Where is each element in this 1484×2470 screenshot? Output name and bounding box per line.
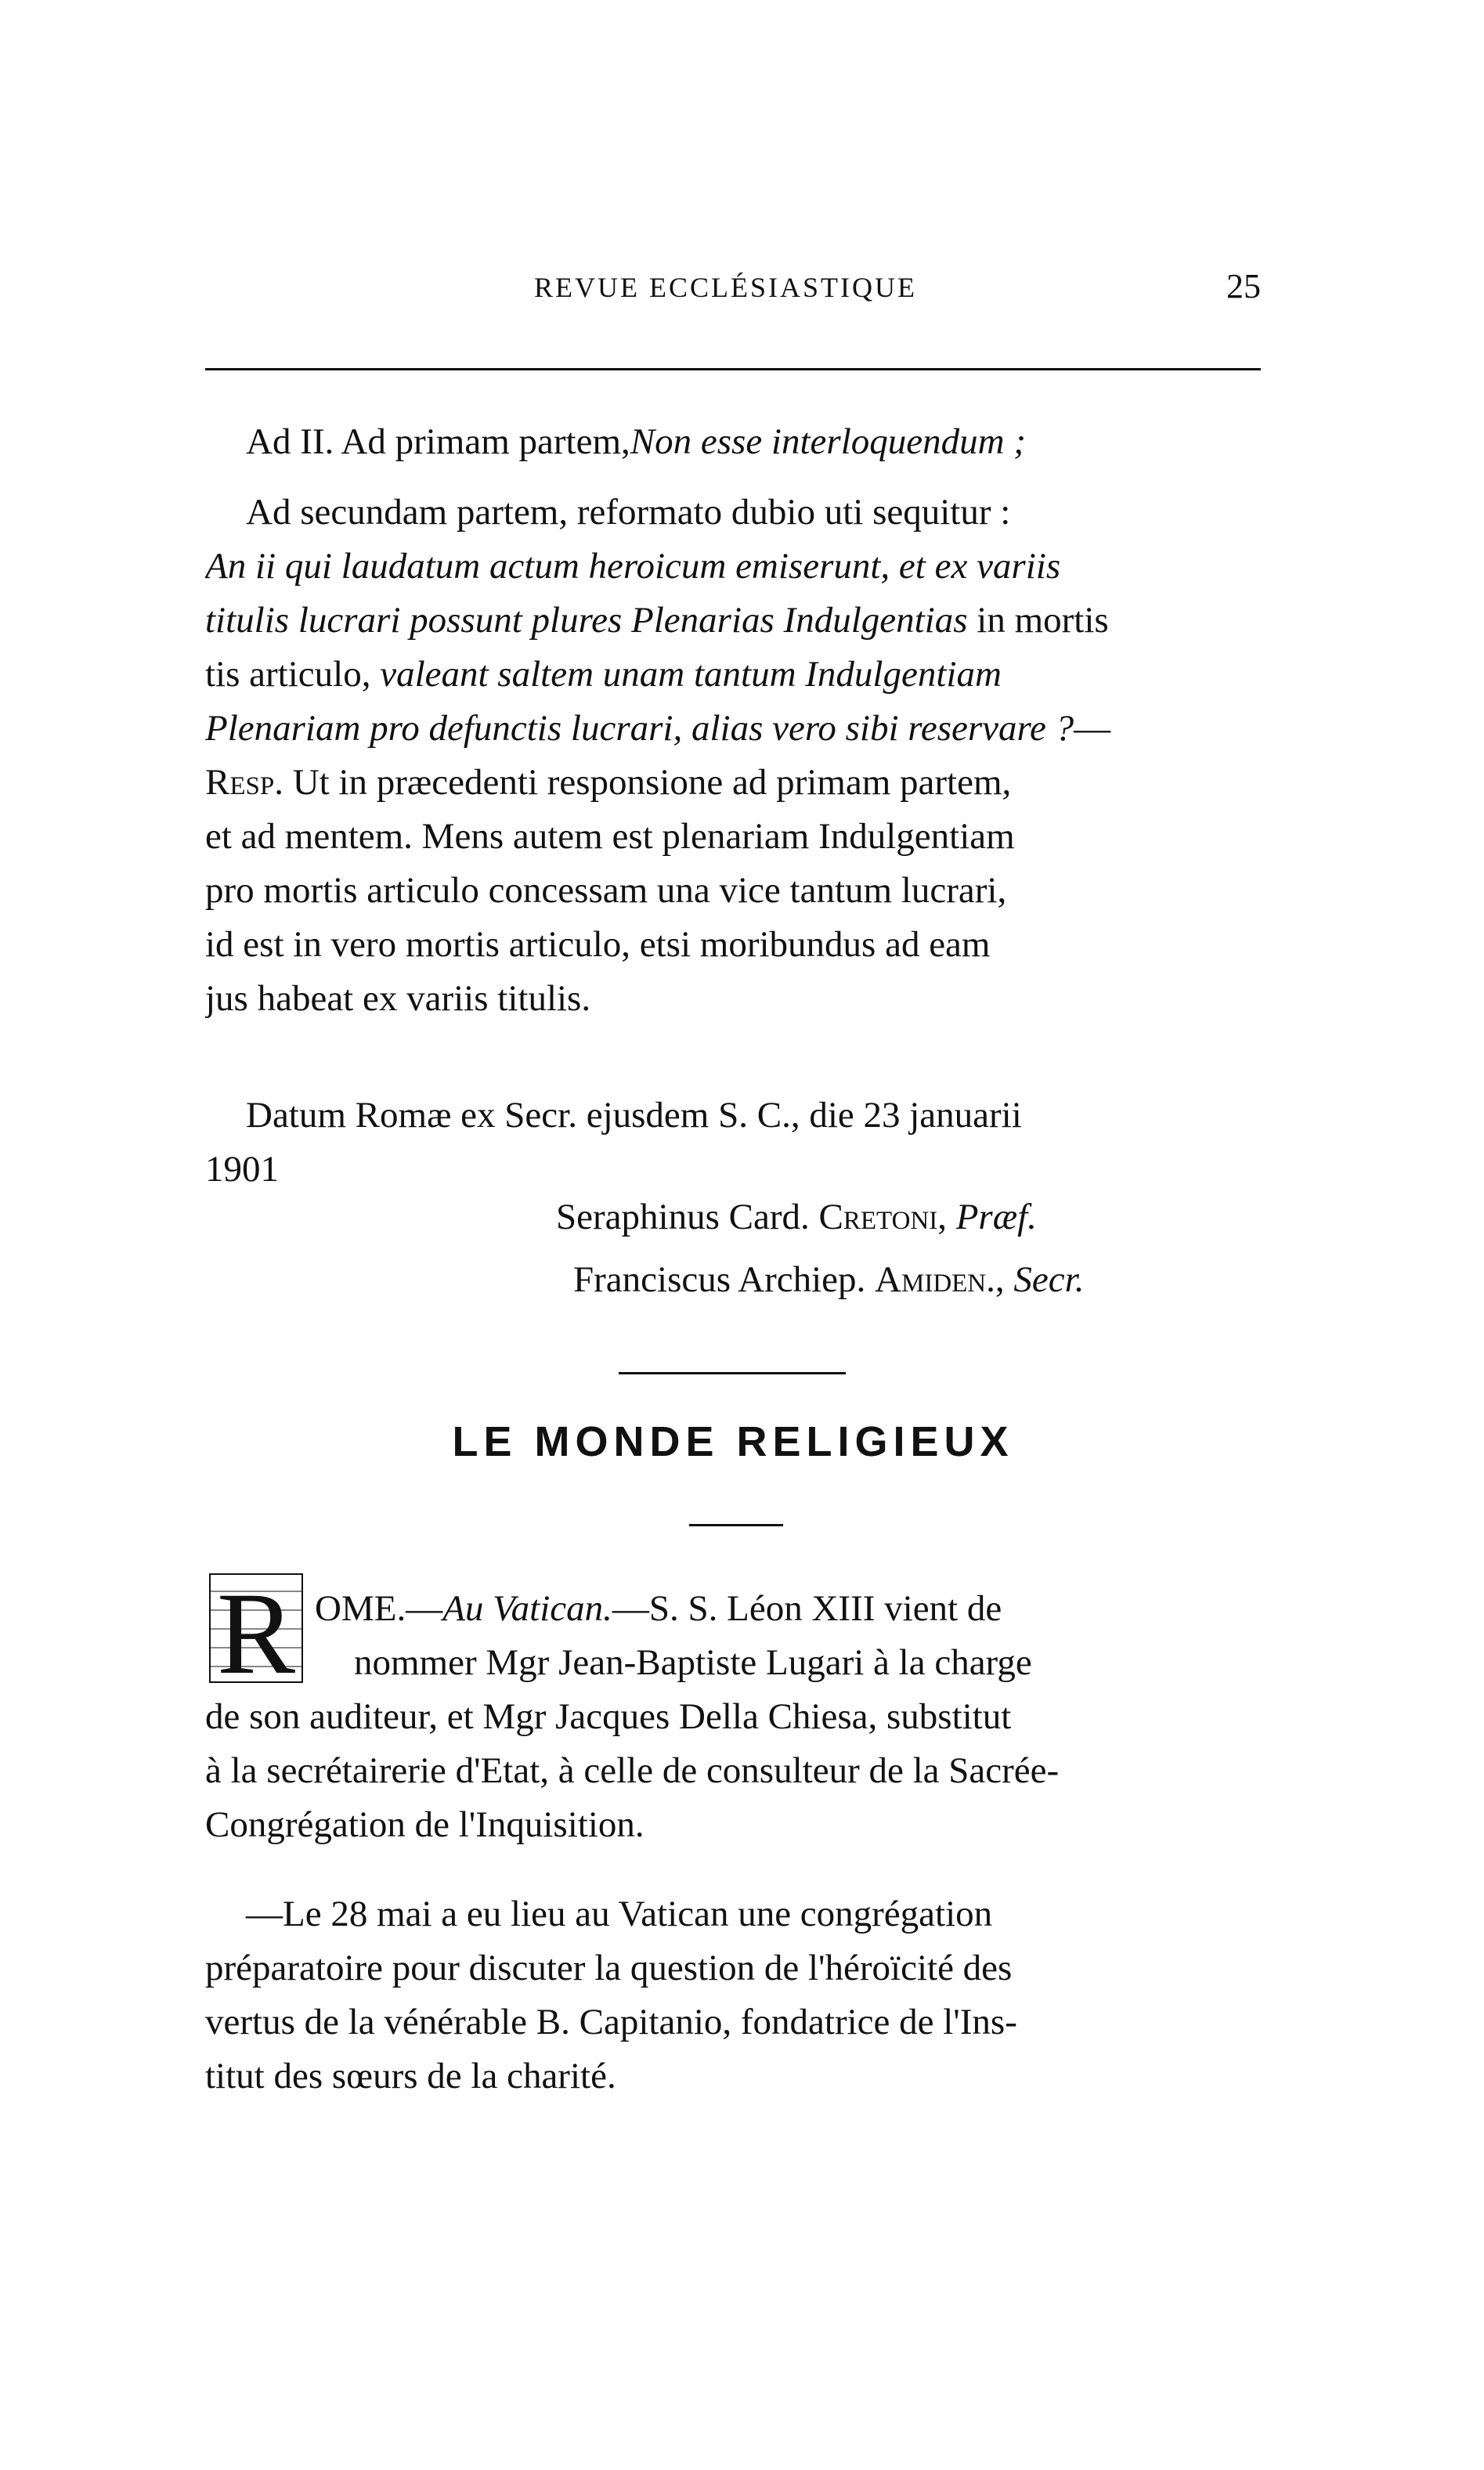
dropcap-letter: R	[216, 1569, 296, 1687]
text-line: An ii qui laudatum actum heroicum emiserunt, et ex variis	[205, 546, 1061, 587]
text-line: 1901	[205, 1149, 279, 1190]
text-line: et ad mentem. Mens autem est plenariam Indulgentiam	[205, 816, 1015, 857]
running-title: REVUE ECCLÉSIASTIQUE	[534, 272, 917, 303]
decree-paragraph-2	[205, 486, 1261, 1026]
text-line: Congrégation de l'Inquisition.	[205, 1804, 645, 1845]
text-line: OME.—Au Vatican.—S. S. Léon XIII vient de	[315, 1588, 1002, 1629]
title-underline-rule	[689, 1524, 783, 1526]
text-line: pro mortis articulo concessam una vice tantum lucrari,	[205, 870, 1007, 911]
text-line: Datum Romæ ex Secr. ejusdem S. C., die 23 januarii	[246, 1095, 1022, 1136]
dropcap-ornament	[205, 1569, 307, 1687]
text-line: jus habeat ex variis titulis.	[205, 978, 591, 1019]
text-line: préparatoire pour discuter la question de l'héroïcité des	[205, 1948, 1013, 1988]
text-line: Ad secundam partem, reformato dubio uti sequitur :	[246, 492, 1011, 533]
text-line: nommer Mgr Jean-Baptiste Lugari à la charge	[354, 1642, 1032, 1683]
dropcap-r	[205, 1569, 307, 1687]
signature-prefect: Seraphinus Card. Cretoni, Præf.	[556, 1197, 1037, 1237]
text-line: titut des sœurs de la charité.	[205, 2056, 616, 2096]
text-line: titulis lucrari possunt plures Plenarias Indulgentias in mortis	[205, 600, 1109, 641]
page-number: 25	[1226, 267, 1261, 305]
news-paragraph-2	[205, 1887, 1261, 2103]
text-line: id est in vero mortis articulo, etsi moribundus ad eam	[205, 924, 991, 965]
news-paragraph-1-body	[205, 1690, 1261, 1852]
header-rule	[205, 368, 1261, 370]
decree-paragraph-1	[205, 415, 1261, 469]
decree-paragraph-3	[205, 1089, 1261, 1197]
section-separator-rule	[619, 1372, 846, 1374]
running-head	[205, 266, 1261, 305]
text-line: de son auditeur, et Mgr Jacques Della Chiesa, substitut	[205, 1696, 1012, 1737]
text-line: Resp. Ut in præcedenti responsione ad primam partem,	[205, 762, 1012, 803]
text-line: à la secrétairerie d'Etat, à celle de consulteur de la Sacrée-	[205, 1750, 1060, 1791]
text-line: —Le 28 mai a eu lieu au Vatican une congrégation	[246, 1894, 993, 1934]
signature-secretary: Franciscus Archiep. Amiden., Secr.	[573, 1259, 1085, 1300]
text-line: Plenariam pro defunctis lucrari, alias vero sibi reservare ?—	[205, 708, 1111, 749]
section-title: LE MONDE RELIGIEUX	[452, 1418, 1014, 1465]
text-line: Ad II. Ad primam partem, Non esse interloquendum ;	[246, 421, 1026, 462]
news-paragraph-1-head	[315, 1582, 1261, 1690]
text-line: vertus de la vénérable B. Capitanio, fondatrice de l'Ins-	[205, 2002, 1017, 2042]
text-line: tis articulo, valeant saltem unam tantum Indulgentiam	[205, 654, 1002, 695]
